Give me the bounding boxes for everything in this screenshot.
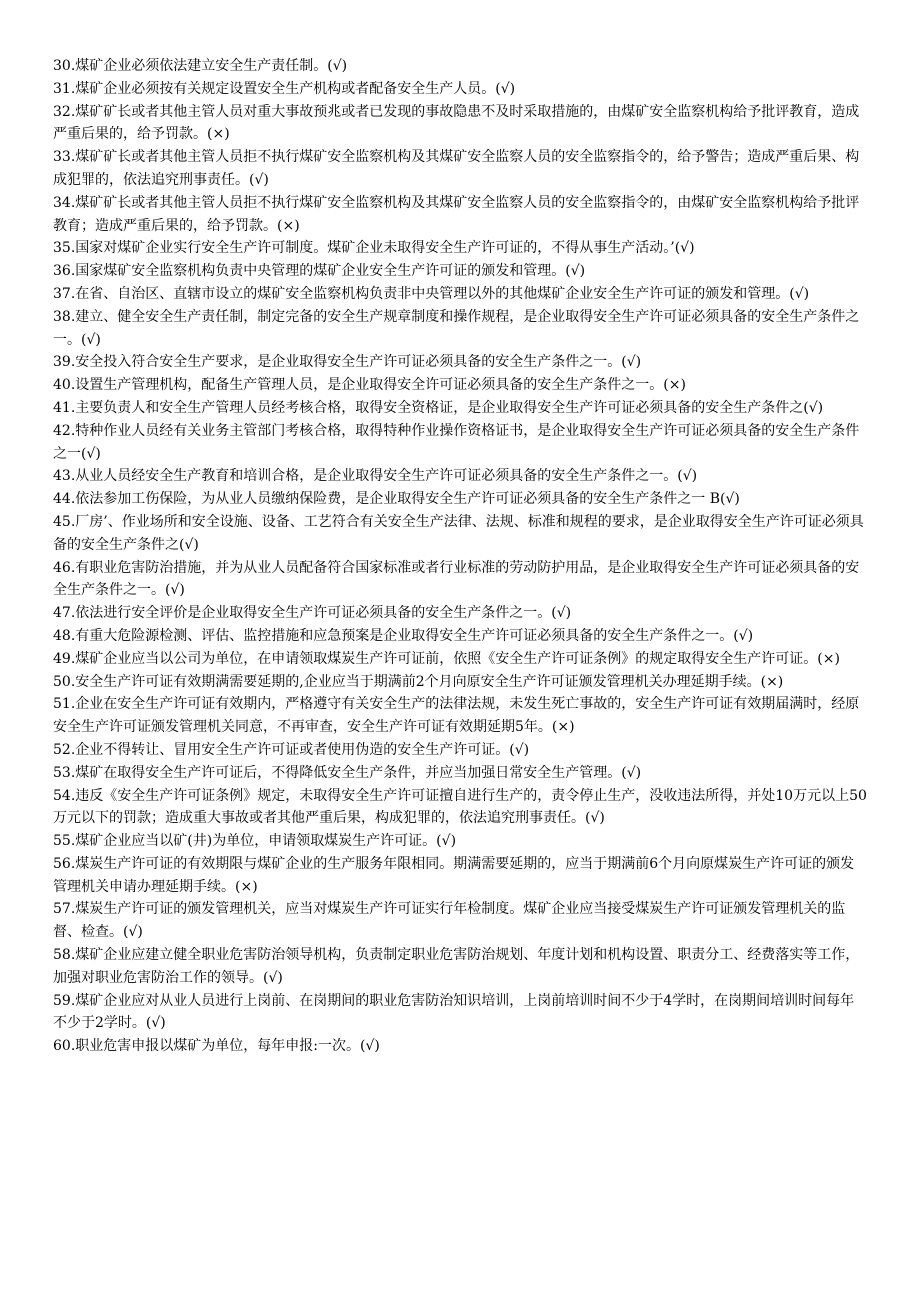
question-item-50: 50.安全生产许可证有效期满需要延期的,企业应当于期满前2个月向原安全生产许可证颁发管理机关办理延期手续。(×) (53, 673, 784, 690)
question-item-57: 57.煤炭生产许可证的颁发管理机关，应当对煤炭生产许可证实行年检制度。煤矿企业应当接受煤炭生产许可证颁发管理机关的监督、检查。(√) (53, 901, 846, 941)
question-item-32: 32.煤矿矿长或者其他主管人员对重大事故预兆或者已发现的事故隐患不及时采取措施的，由煤矿安全监察机构给予批评教育，造成严重后果的，给予罚款。(×) (53, 103, 860, 143)
question-item-48: 48.有重大危险源检测、评估、监控措施和应急预案是企业取得安全生产许可证必须具备的安全生产条件之一。(√) (53, 627, 754, 644)
question-item-39: 39.安全投入符合安全生产要求，是企业取得安全生产许可证必须具备的安全生产条件之一。(√) (53, 354, 642, 371)
question-item-33: 33.煤矿矿长或者其他主管人员拒不执行煤矿安全监察机构及其煤矿安全监察人员的安全监察指令的，给予警告；造成严重后果、构成犯罪的，依法追究刑事责任。(√) (53, 149, 860, 188)
question-item-42: 42.特种作业人员经有关业务主管部门考核合格，取得特种作业操作资格证书，是企业取得安全生产许可证必须具备的安全生产条件之一(√) (53, 422, 860, 462)
question-item-56: 56.煤炭生产许可证的有效期限与煤矿企业的生产服务年限相同。期满需要延期的，应当于期满前6个月向原煤炭生产许可证的颁发管理机关申请办理延期手续。(×) (53, 855, 855, 895)
question-item-31: 31.煤矿企业必须按有关规定设置安全生产机构或者配备安全生产人员。(√) (53, 80, 516, 97)
question-item-34: 34.煤矿矿长或者其他主管人员拒不执行煤矿安全监察机构及其煤矿安全监察人员的安全监察指令的，由煤矿安全监察机构给予批评教育；造成严重后果的，给予罚款。(×) (53, 194, 860, 234)
question-item-43: 43.从业人员经安全生产教育和培训合格，是企业取得安全生产许可证必须具备的安全生产条件之一。(√) (53, 468, 698, 485)
question-item-44: 44.依法参加工伤保险，为从业人员缴纳保险费，是企业取得安全生产许可证必须具备的安全生产条件之一 B(√) (53, 491, 740, 508)
question-item-54: 54.违反《安全生产许可证条例》规定，未取得安全生产许可证擅自进行生产的，责令停止生产，没收违法所得，并处10万元以上50万元以下的罚款；造成重大事故或者其他严重后果，构成犯罪的，依法追究刑事责任。(√) (53, 787, 867, 827)
question-item-51: 51.企业在安全生产许可证有效期内，严格遵守有关安全生产的法律法规，未发生死亡事故的，安全生产许可证有效期届满时，经原安全生产许可证颁发管理机关同意，不再审查，安全生产许可证有效期延期5年。(×) (53, 696, 860, 736)
question-item-41: 41.主要负责人和安全生产管理人员经考核合格，取得安全资格证，是企业取得安全生产许可证必须具备的安全生产条件之(√) (53, 399, 824, 416)
question-item-47: 47.依法进行安全评价是企业取得安全生产许可证必须具备的安全生产条件之一。(√) (53, 605, 572, 622)
question-item-49: 49.煤矿企业应当以公司为单位，在申请领取煤炭生产许可证前，依照《安全生产许可证条例》的规定取得安全生产许可证。(×) (53, 650, 840, 667)
question-item-45: 45.厂房’、作业场所和安全设施、设备、工艺符合有关安全生产法律、法规、标准和规程的要求，是企业取得安全生产许可证必须具备的安全生产条件之(√) (53, 513, 864, 553)
question-item-38: 38.建立、健全安全生产责任制，制定完备的安全生产规章制度和操作规程，是企业取得安全生产许可证必须具备的安全生产条件之一。(√) (53, 308, 860, 348)
question-item-59: 59.煤矿企业应对从业人员进行上岗前、在岗期间的职业危害防治知识培训，上岗前培训时间不少于4学时，在岗期间培训时间每年不少于2学时。(√) (53, 992, 855, 1032)
document-page (53, 55, 868, 1058)
question-item-53: 53.煤矿在取得安全生产许可证后，不得降低安全生产条件，并应当加强日常安全生产管理。(√) (53, 764, 642, 781)
question-item-52: 52.企业不得转让、冒用安全生产许可证或者使用伪造的安全生产许可证。(√) (53, 741, 530, 758)
question-item-35: 35.国家对煤矿企业实行安全生产许可制度。煤矿企业未取得安全生产许可证的，不得从事生产活动。’(√) (53, 240, 695, 257)
question-item-37: 37.在省、自治区、直辖市设立的煤矿安全监察机构负责非中央管理以外的其他煤矿企业安全生产许可证的颁发和管理。(√) (53, 285, 810, 302)
question-item-40: 40.设置生产管理机构，配备生产管理人员，是企业取得安全许可证必须具备的安全生产条件之一。(×) (53, 377, 686, 394)
question-item-58: 58.煤矿企业应建立健全职业危害防治领导机构，负责制定职业危害防治规划、年度计划和机构设置、职责分工、经费落实等工作，加强对职业危害防治工作的领导。(√) (53, 947, 860, 986)
question-item-36: 36.国家煤矿安全监察机构负责中央管理的煤矿企业安全生产许可证的颁发和管理。(√) (53, 263, 586, 280)
question-item-46: 46.有职业危害防治措施，并为从业人员配备符合国家标准或者行业标准的劳动防护用品，是企业取得安全生产许可证必须具备的安全生产条件之一。(√) (53, 559, 860, 599)
question-item-60: 60.职业危害申报以煤矿为单位，每年申报:一次。(√) (53, 1038, 380, 1055)
question-item-30: 30.煤矿企业必须依法建立安全生产责任制。(√) (53, 58, 348, 74)
question-item-55: 55.煤矿企业应当以矿(井)为单位，申请领取煤炭生产许可证。(√) (53, 833, 457, 850)
